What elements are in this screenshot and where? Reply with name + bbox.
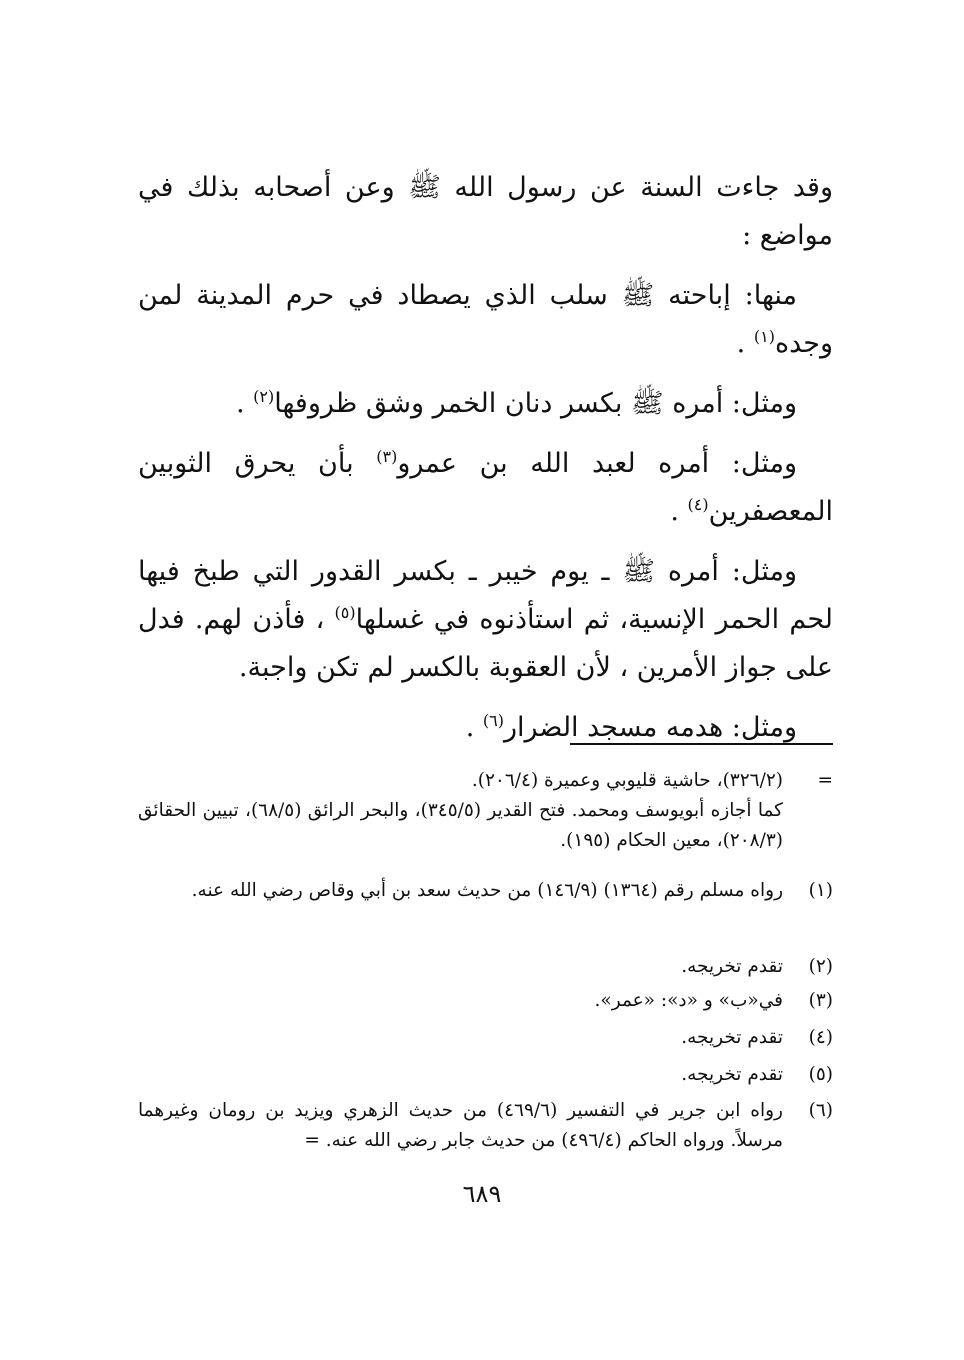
- footnote-mark-6[interactable]: (٦): [482, 711, 504, 730]
- paragraph-4: [138, 548, 833, 692]
- footnote-text: تقدم تخريجه.: [681, 1064, 783, 1085]
- footnote-number[interactable]: (٤): [808, 1027, 833, 1048]
- continuation-mark: =: [817, 770, 833, 791]
- footnote-number[interactable]: (١): [808, 880, 833, 901]
- paragraph-4-text-b: ، فأذن لهم. فدل على جواز الأمرين ، لأن العقوبة بالكسر لم تكن واجبة.: [138, 604, 833, 683]
- paragraph-2-text: ومثل: أمره ﷺ بكسر دنان الخمر وشق ظروفها: [274, 388, 797, 419]
- footnote-text: تقدم تخريجه.: [681, 1027, 783, 1048]
- footnote-text: رواه ابن جرير في التفسير (٤٦٩/٦) من حديث الزهري ويزيد بن رومان وغيرهما مرسلاً. ورواه الحاكم (٤٩٦/٤) من حديث جابر رضي الله عنه. =: [138, 1100, 783, 1151]
- footnote-number[interactable]: (٥): [808, 1064, 833, 1085]
- footnote-1: [138, 876, 833, 906]
- intro-paragraph: [138, 164, 833, 260]
- footnote-number[interactable]: (٦): [808, 1100, 833, 1121]
- paragraph-1: [138, 272, 833, 368]
- footnote-text: تقدم تخريجه.: [681, 956, 783, 977]
- paragraph-2-end: .: [235, 388, 254, 419]
- footnote-number[interactable]: (٢): [808, 956, 833, 977]
- paragraph-3-text-a: ومثل: أمره لعبد الله بن عمرو: [397, 448, 797, 479]
- paragraph-4-text-a: ومثل: أمره ﷺ ـ يوم خيبر ـ بكسر القدور التي طبخ فيها لحم الحمر الإنسية، ثم استأذنوه في غسلها: [138, 556, 833, 635]
- paragraph-3-end: .: [670, 496, 688, 527]
- footnote-2: [138, 952, 833, 982]
- footnote-text: رواه مسلم رقم (١٣٦٤) (١٤٦/٩) من حديث سعد بن أبي وقاص رضي الله عنه.: [191, 880, 783, 901]
- footnote-divider: [570, 743, 833, 745]
- paragraph-2: [138, 380, 833, 428]
- footnote-number[interactable]: (٣): [808, 990, 833, 1011]
- footnote-mark-2[interactable]: (٢): [253, 387, 275, 406]
- footnote-mark-3[interactable]: (٣): [376, 447, 398, 466]
- paragraph-3-text-b: بأن يحرق الثوبين المعصفرين: [138, 448, 833, 527]
- paragraph-3: [138, 440, 833, 536]
- footnote-mark-5[interactable]: (٥): [334, 603, 356, 622]
- footnote-continuation: [138, 766, 833, 856]
- footnote-mark-4[interactable]: (٤): [687, 495, 709, 514]
- continuation-line-1: (٣٢٦/٢)، حاشية قليوبي وعميرة (٢٠٦/٤).: [471, 770, 783, 791]
- footnote-3: [138, 986, 833, 1016]
- paragraph-5-text: ومثل: هدمه مسجد الضرار: [503, 712, 797, 743]
- footnote-6: [138, 1096, 833, 1156]
- continuation-line-2: كما أجازه أبويوسف ومحمد. فتح القدير (٣٤٥/٥)، والبحر الرائق (٦٨/٥)، تبيين الحقائق (٢٠٨/٣)، معين الحكام (١٩٥).: [138, 800, 783, 851]
- footnote-mark-1[interactable]: (١): [753, 327, 775, 346]
- body-text: [138, 164, 833, 752]
- page-number: ٦٨٩: [462, 1180, 502, 1208]
- paragraph-5-end: .: [465, 712, 483, 743]
- paragraph-1-text: منها: إباحته ﷺ سلب الذي يصطاد في حرم المدينة لمن وجده: [138, 280, 833, 359]
- footnote-text: في«ب» و «د»: «عمر».: [594, 990, 783, 1011]
- intro-text: وقد جاءت السنة عن رسول الله ﷺ وعن أصحابه بذلك في مواضع :: [138, 172, 833, 251]
- paragraph-1-end: .: [736, 328, 754, 359]
- footnote-4: [138, 1023, 833, 1053]
- footnote-5: [138, 1060, 833, 1090]
